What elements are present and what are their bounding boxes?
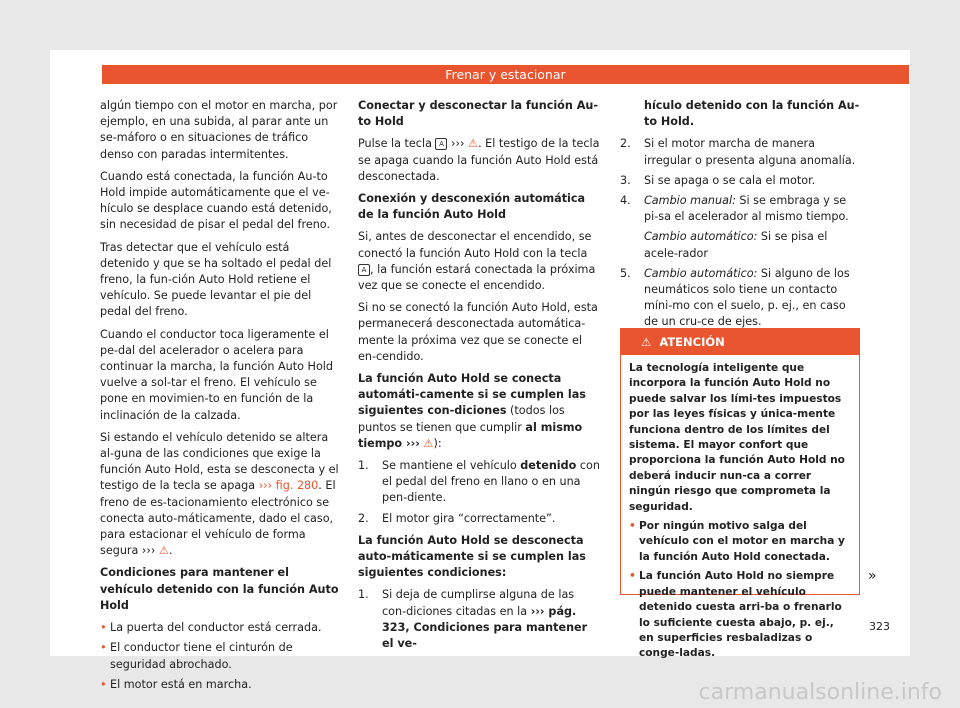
subheading: Conexión y desconexión automática de la función Auto Hold (358, 192, 586, 222)
paragraph: hículo detenido con la función Au-to Hold. (644, 99, 860, 129)
list-item: 3. Si se apaga o se cala el motor. (620, 173, 816, 187)
list-item: 4. Cambio manual: Si se embraga y se pi-sa el acelerador al mismo tiempo. (620, 194, 849, 224)
paragraph: Si no se conectó la función Auto Hold, esta permanecerá desconectada automática-mente la próxima vez que se conecte el en-cendido. (358, 301, 598, 363)
paragraph: La función Auto Hold se conecta automáti-camente si se cumplen las siguientes con-diciones (todos los puntos se tienen que cumplir al mismo tiempo ››› ⚠): (358, 372, 586, 450)
list-item: 5. Cambio automático: Si alguno de los neumáticos solo tiene un contacto míni-mo con el suelo, p. ej., en caso de un cru-ce de ejes. (620, 266, 850, 329)
attention-body (621, 355, 859, 672)
figure-link[interactable]: ››› fig. 280 (258, 479, 319, 493)
page-link[interactable]: ››› pág. 323, Condiciones para mantener el ve- (382, 604, 588, 651)
section-header: Frenar y estacionar (102, 65, 909, 84)
warning-icon: ⚠ (423, 436, 434, 450)
continue-arrow: » (868, 568, 877, 584)
list-item: 2. El motor gira “correctamente”. (358, 511, 556, 525)
paragraph: La tecnología inteligente que incorpora la función Auto Hold no puede salvar los lími-tes impuestos por las leyes físicas y única-mente funciona dentro de los límites del sistema. El mayor confort que proporciona la función Auto Hold no deberá inducir nun-ca a correr ningún riesgo que comprometa la seguridad. (629, 362, 845, 513)
paragraph: Si estando el vehículo detenido se altera al-guna de las condiciones que exige la función Auto Hold, esta se desconecta y el testigo de la tecla se apaga ››› fig. 280. El freno de es-tacionamiento electrónico se conecta auto-máticamente, dado el caso, para estacionar el vehículo de forma segura ››› ⚠. (100, 430, 339, 558)
list-item: • La puerta del conductor está cerrada. (100, 620, 340, 636)
page-number: 323 (869, 620, 890, 633)
list-item: 1. Se mantiene el vehículo detenido con el pedal del freno en llano o en una pen-diente. (358, 459, 600, 505)
auto-hold-key-icon: A (358, 264, 370, 276)
paragraph: algún tiempo con el motor en marcha, por ejemplo, en una subida, al parar ante un se-máforo o en situaciones de tráfico denso con paradas intermitentes. (100, 99, 338, 161)
list-item: • El conductor tiene el cinturón de seguridad abrochado. (100, 640, 340, 672)
list-item: • La función Auto Hold no siempre puede mantener el vehículo detenido cuesta arri-ba o frenarlo lo suficiente cuesta abajo, p. ej., en superficies resbaladizas o conge-ladas. (629, 569, 851, 661)
list-item: 2. Si el motor marcha de manera irregular o presenta alguna anomalía. (620, 137, 856, 167)
column-3 (620, 98, 860, 335)
paragraph: Cuando el conductor toca ligeramente el pe-dal del acelerador o acelera para continuar la marcha, la función Auto Hold vuelve a sol-tar el freno. El vehículo se pone en movimien-to en función de la inclinación de la calzada. (100, 327, 333, 422)
list-item: 1. Si deja de cumplirse alguna de las con-diciones citadas en la ››› pág. 323, Condiciones para mantener el ve- (358, 588, 588, 651)
column-2 (358, 98, 600, 656)
paragraph: Pulse la tecla A ››› ⚠. El testigo de la tecla se apaga cuando la función Auto Hold está desconectada. (358, 137, 600, 183)
list-item: • Por ningún motivo salga del vehículo con el motor en marcha y la función Auto Hold conectada. (629, 519, 851, 565)
auto-hold-key-icon: A (435, 138, 447, 150)
attention-header: ⚠ ATENCIÓN (621, 329, 859, 355)
list-item: • El motor está en marcha. (100, 677, 340, 693)
watermark: carmanualsonline.info (698, 680, 942, 705)
paragraph: Tras detectar que el vehículo está detenido y que se ha soltado el pedal del freno, la fun-ción Auto Hold retiene el vehículo. Se puede levantar el pie del pedal del freno. (100, 240, 332, 319)
manual-page (50, 50, 910, 691)
subheading: La función Auto Hold se desconecta auto-máticamente si se cumplen las siguientes condiciones: (358, 533, 586, 580)
warning-icon: ⚠ (468, 137, 479, 151)
paragraph: Si, antes de desconectar el encendido, se conectó la función Auto Hold con la tecla A , la función estará conectada la próxima vez que se conecte el encendido. (358, 230, 596, 293)
list-item: Cambio automático: Si se pisa el acele-rador (644, 230, 828, 260)
column-1 (100, 98, 340, 697)
paragraph: Cuando está conectada, la función Au-to Hold impide automáticamente que el ve-hículo se desplace cuando está detenido, sin necesidad de pisar el pedal del freno. (100, 169, 332, 232)
warning-icon: ⚠ (158, 544, 169, 558)
subheading: Conectar y desconectar la función Au-to Hold (358, 99, 598, 129)
attention-box (620, 328, 860, 660)
subheading: Condiciones para mantener el vehículo detenido con la función Auto Hold (100, 566, 339, 612)
warning-icon: ⚠ (641, 335, 652, 349)
